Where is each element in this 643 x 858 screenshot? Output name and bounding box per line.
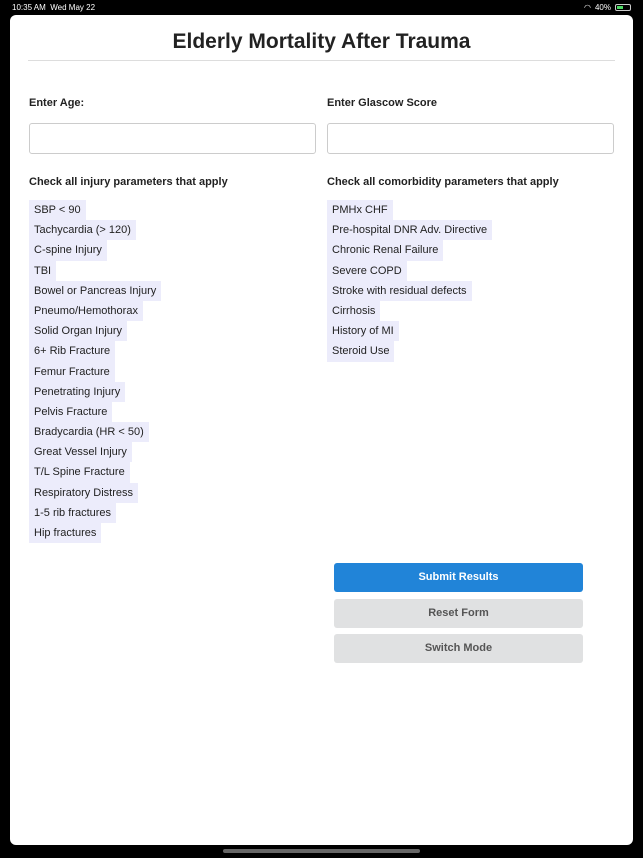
page-title: Elderly Mortality After Trauma — [172, 30, 471, 53]
status-date: Wed May 22 — [50, 2, 96, 12]
comorbidity-option[interactable]: Cirrhosis — [327, 301, 380, 321]
comorbidity-option[interactable]: PMHx CHF — [327, 200, 393, 220]
age-label: Enter Age: — [29, 97, 85, 109]
status-time: 10:35 AM — [12, 2, 46, 12]
injury-option[interactable]: Pneumo/Hemothorax — [29, 301, 143, 321]
injury-option[interactable]: Respiratory Distress — [29, 483, 138, 503]
app-card — [10, 15, 633, 845]
comorbidity-option[interactable]: Chronic Renal Failure — [327, 240, 443, 260]
injury-label: Check all injury parameters that apply — [29, 176, 228, 188]
injury-option[interactable]: Femur Fracture — [29, 362, 115, 382]
injury-option[interactable]: TBI — [29, 261, 56, 281]
glasgow-label: Enter Glascow Score — [327, 97, 438, 109]
comorbidity-list — [327, 200, 492, 362]
comorbidity-option[interactable]: Steroid Use — [327, 341, 394, 361]
injury-option[interactable]: Hip fractures — [29, 523, 101, 543]
injury-option[interactable]: 1-5 rib fractures — [29, 503, 116, 523]
reset-button[interactable]: Reset Form — [334, 599, 583, 628]
comorbidity-label: Check all comorbidity parameters that apply — [327, 176, 559, 188]
injury-list — [29, 200, 161, 543]
switch-mode-button[interactable]: Switch Mode — [334, 634, 583, 663]
wifi-icon: ◠ — [584, 2, 591, 12]
injury-option[interactable]: Bradycardia (HR < 50) — [29, 422, 149, 442]
comorbidity-option[interactable]: History of MI — [327, 321, 399, 341]
comorbidity-option[interactable]: Pre-hospital DNR Adv. Directive — [327, 220, 492, 240]
title-divider — [28, 60, 615, 61]
home-indicator[interactable] — [223, 849, 420, 853]
comorbidity-option[interactable]: Stroke with residual defects — [327, 281, 472, 301]
injury-option[interactable]: SBP < 90 — [29, 200, 86, 220]
injury-option[interactable]: C-spine Injury — [29, 240, 107, 260]
glasgow-input[interactable] — [327, 123, 614, 154]
injury-option[interactable]: Tachycardia (> 120) — [29, 220, 136, 240]
injury-option[interactable]: 6+ Rib Fracture — [29, 341, 115, 361]
submit-button[interactable]: Submit Results — [334, 563, 583, 592]
battery-percent: 40% — [594, 2, 611, 12]
comorbidity-option[interactable]: Severe COPD — [327, 261, 407, 281]
injury-option[interactable]: Penetrating Injury — [29, 382, 125, 402]
injury-option[interactable]: T/L Spine Fracture — [29, 462, 130, 482]
injury-option[interactable]: Pelvis Fracture — [29, 402, 112, 422]
battery-icon — [615, 4, 631, 11]
injury-option[interactable]: Great Vessel Injury — [29, 442, 132, 462]
injury-option[interactable]: Bowel or Pancreas Injury — [29, 281, 161, 301]
injury-option[interactable]: Solid Organ Injury — [29, 321, 127, 341]
status-bar — [0, 0, 643, 14]
age-input[interactable] — [29, 123, 316, 154]
